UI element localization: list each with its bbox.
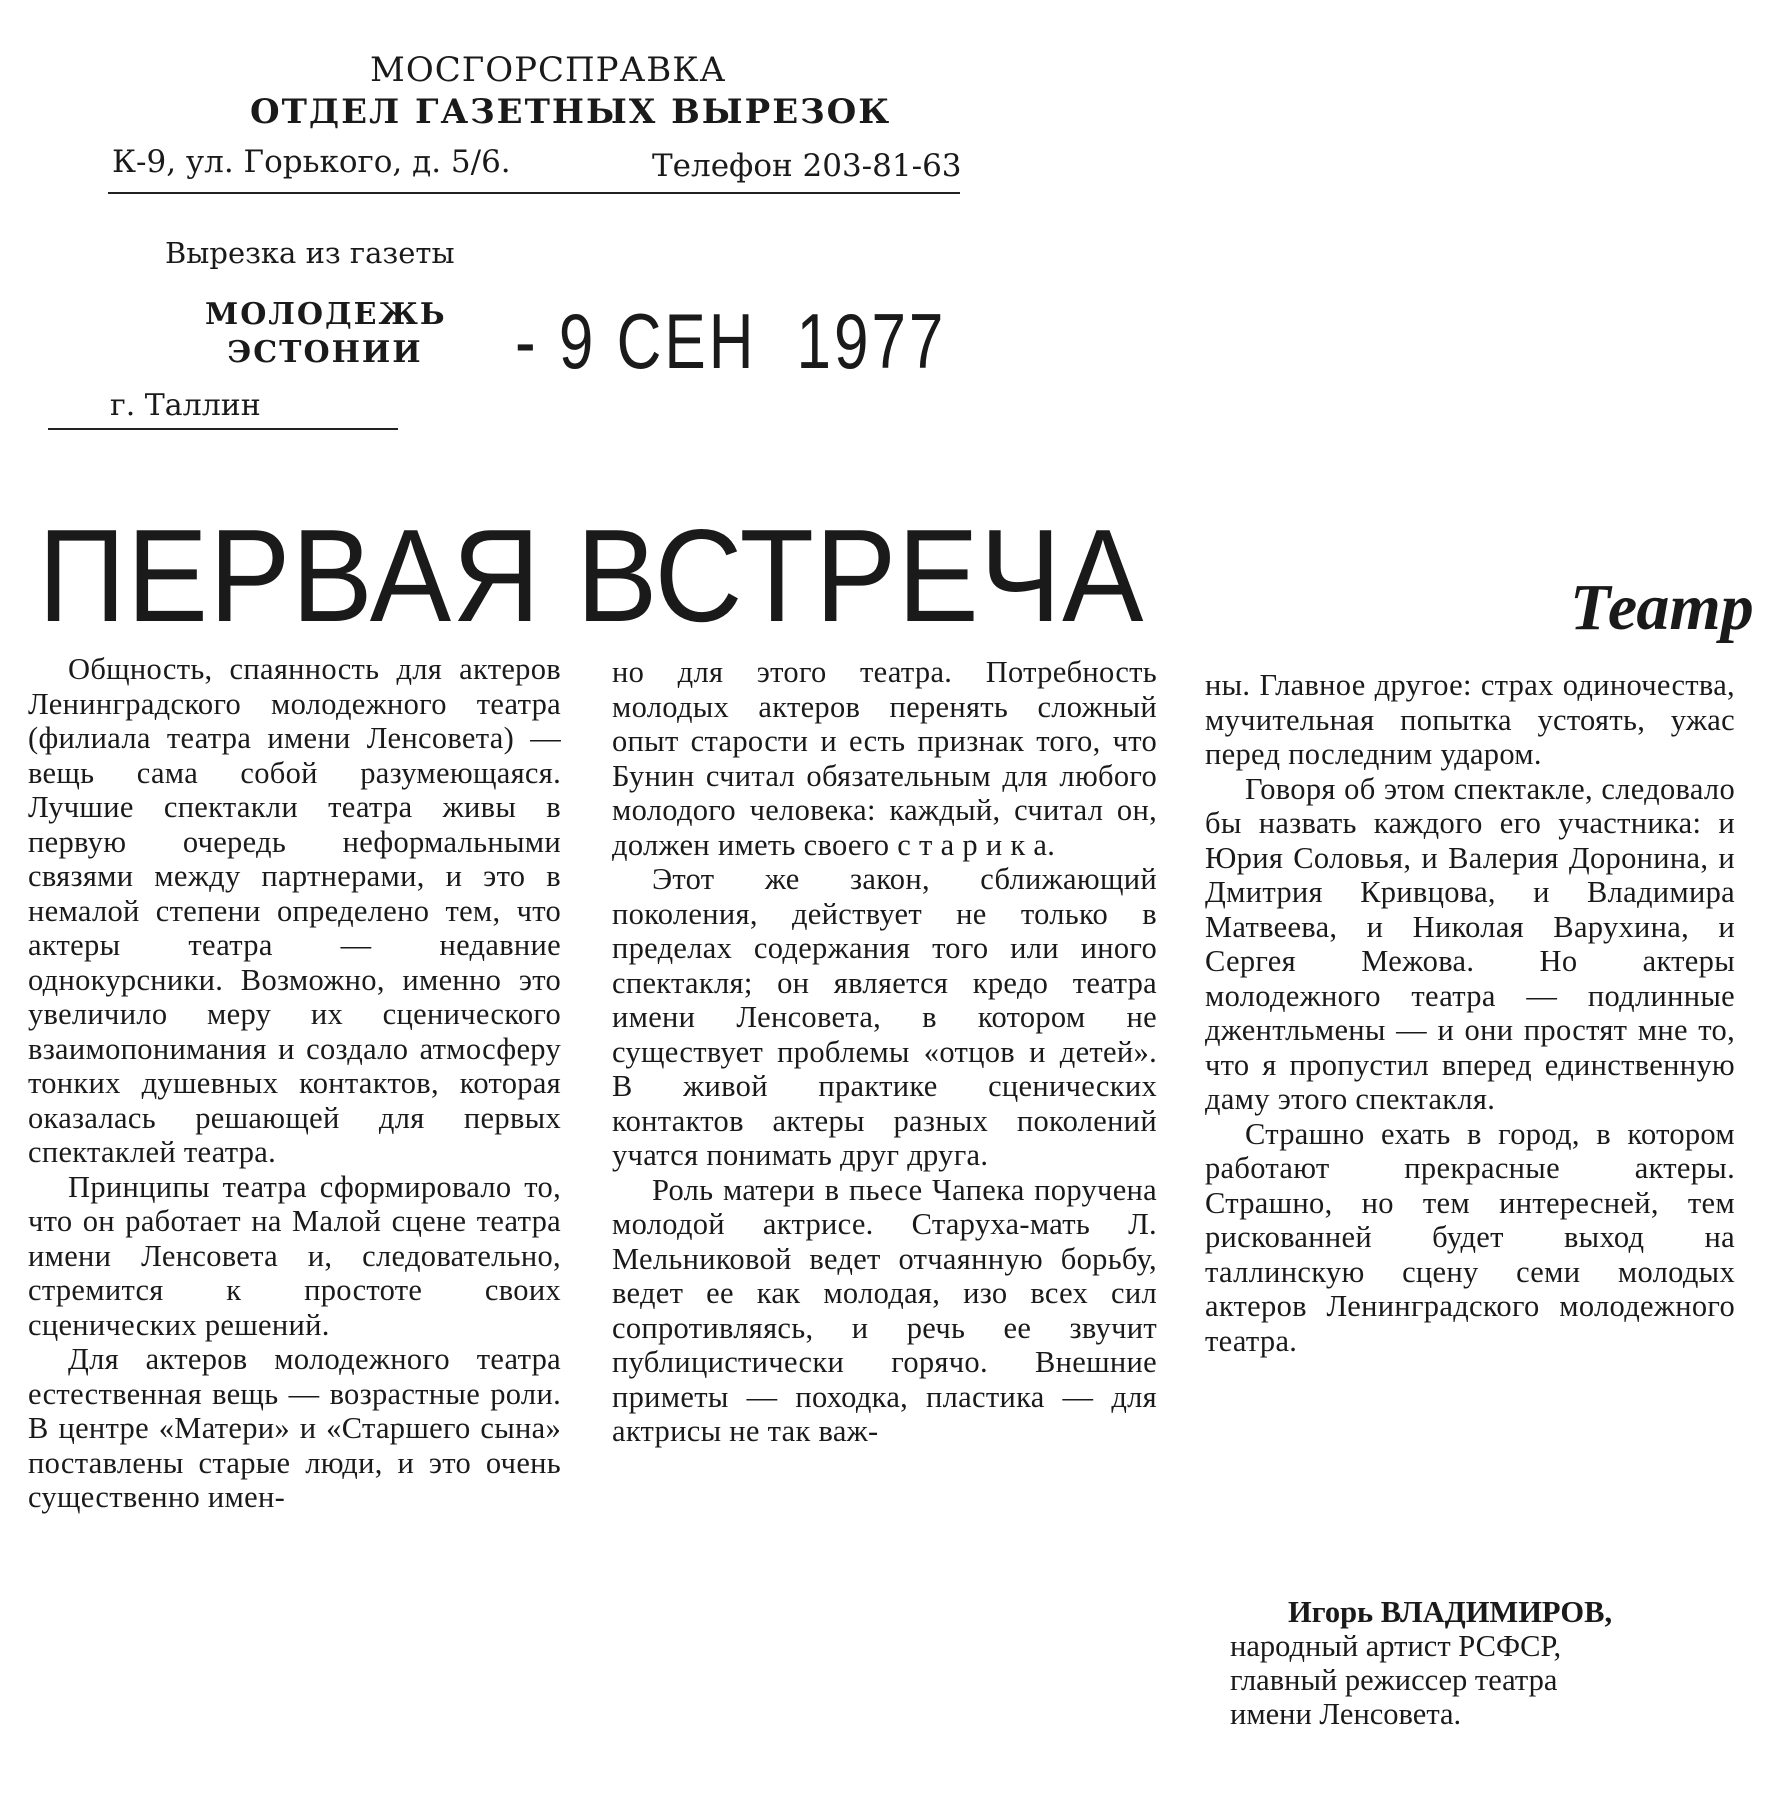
stamp-phone: Телефон 203-81-63 [652, 148, 962, 184]
date-stamp-year: 1977 [796, 299, 947, 386]
newspaper-name [205, 296, 445, 372]
author-title: народный артист РСФСР, [1230, 1629, 1562, 1663]
newspaper-city: г. Таллин [110, 388, 261, 423]
article-paragraph: Принципы театра сформировало то, что он работает на Малой сцене театра имени Ленсовета и, следовательно, стремится к простоте своих сценических решений. [28, 1169, 561, 1342]
article-headline: ПЕРВАЯ ВСТРЕЧА [38, 502, 1145, 650]
article-paragraph: Общность, спаянность для актеров Ленинградского молодежного театра (филиала театра имени Ленсовета) — вещь сама собой разумеющаяся. Лучшие спектакли театра живы в первую очередь неформальными связями между партнерами, и это в немалой степени определено тем, что актеры театра — недавние однокурсники. Возможно, именно это увеличило меру их сценического взаимопонимания и создало атмосферу тонких душевных контактов, которая оказалась решающей для первых спектаклей театра. [28, 652, 561, 1169]
date-stamp [515, 298, 946, 387]
article-rubric: Театр [1570, 571, 1754, 644]
stamp-address: К-9, ул. Горького, д. 5/6. [112, 144, 511, 180]
article-byline [1230, 1595, 1750, 1731]
newspaper-name-line2: ЭСТОНИИ [227, 335, 423, 370]
article-column-3 [1205, 668, 1735, 1358]
article-paragraph: Роль матери в пьесе Чапека поручена молодой актрисе. Старуха-мать Л. Мельниковой ведет отчаянную борьбу, ведет ее как молодая, изо всех сил сопротивляясь, и речь ее звучит публицистически горячо. Внешние приметы — походка, пластика — для актрисы не так важ- [612, 1172, 1157, 1448]
article-paragraph: ны. Главное другое: страх одиночества, мучительная попытка устоять, ужас перед последним ударом. [1205, 668, 1735, 771]
article-paragraph: Для актеров молодежного театра естественная вещь — возрастные роли. В центре «Матери» и «Старшего сына» поставлены старые люди, и это очень существенно имен- [28, 1342, 561, 1514]
author-theatre: имени Ленсовета. [1230, 1697, 1462, 1731]
stamp-address-row [112, 144, 962, 190]
article-column-1 [28, 652, 561, 1515]
article-paragraph: Страшно ехать в город, в котором работают прекрасные актеры. Страшно, но тем интересней, тем рискованней будет выход на таллинскую сцену семи молодых актеров Ленинградского молодежного театра. [1205, 1116, 1735, 1358]
author-name: Игорь ВЛАДИМИРОВ, [1288, 1595, 1613, 1629]
header-divider [48, 428, 398, 430]
newspaper-name-line1: МОЛОДЕЖЬ [205, 297, 447, 332]
stamp-divider [108, 192, 960, 194]
article-column-2 [612, 655, 1157, 1449]
author-position: главный режиссер театра [1230, 1663, 1558, 1697]
article-paragraph: но для этого театра. Потребность молодых актеров перенять сложный опыт старости и есть признак того, что Бунин считал обязательным для любого молодого человека: каждый, считал он, должен иметь своего с т а р и к а. [612, 655, 1157, 862]
clipping-label: Вырезка из газеты [165, 236, 455, 270]
article-paragraph: Этот же закон, сближающий поколения, действует не только в пределах содержания того или иного спектакля; он является кредо театра имени Ленсовета, в котором не существует проблемы «отцов и детей». В живой практике сценических контактов актеры разных поколений учатся понимать друг друга. [612, 862, 1157, 1172]
stamp-department: ОТДЕЛ ГАЗЕТНЫХ ВЫРЕЗОК [250, 92, 892, 132]
stamp-organization: МОСГОРСПРАВКА [370, 50, 727, 90]
date-stamp-day-month: - 9 СЕН [515, 299, 757, 386]
article-paragraph: Говоря об этом спектакле, следовало бы назвать каждого его участника: и Юрия Соловья, и Валерия Доронина, и Дмитрия Кривцова, и Владимира Матвеева, и Николая Варухина, и Сергея Межова. Но актеры молодежного театра — подлинные джентльмены — и они простят мне то, что я пропустил вперед единственную даму этого спектакля. [1205, 771, 1735, 1116]
